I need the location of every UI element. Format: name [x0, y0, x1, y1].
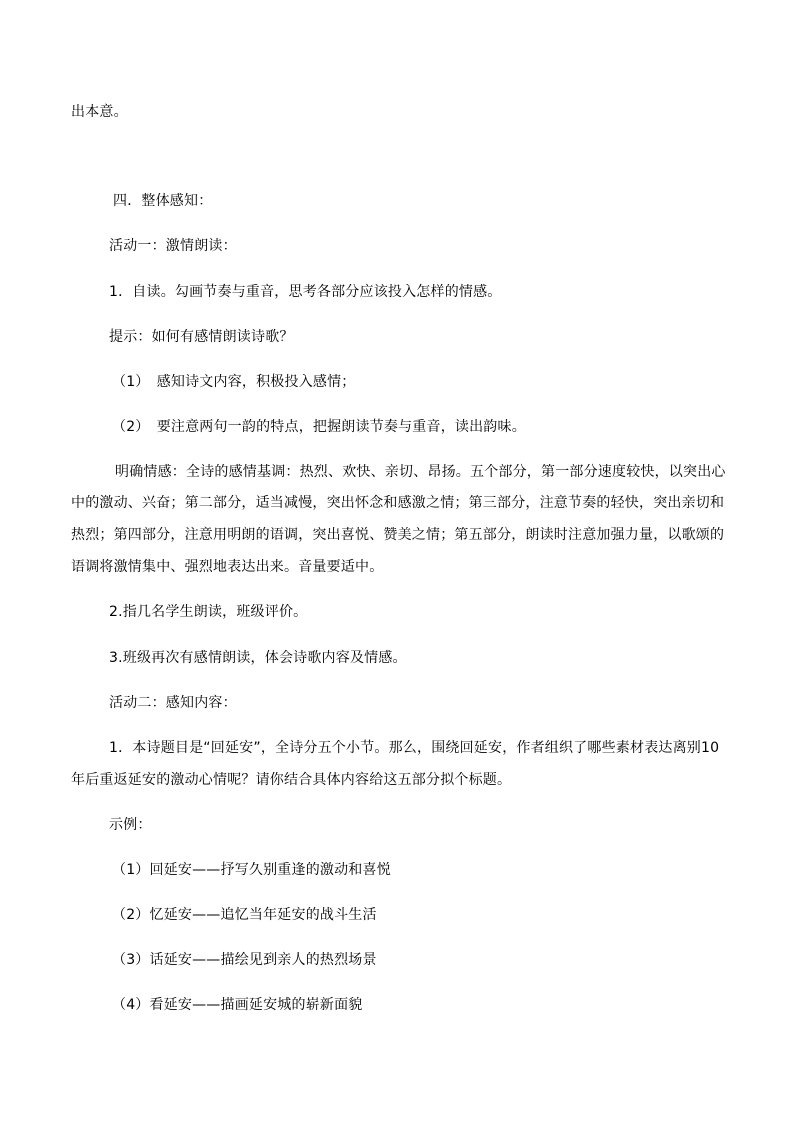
- list-item: （3）话延安——描绘见到亲人的热烈场景: [112, 952, 377, 968]
- list-item: （1）回延安——抒写久别重逢的激动和喜悦: [112, 862, 391, 878]
- activity-heading: 活动二：感知内容：: [109, 695, 237, 711]
- list-item: （1） 感知诗文内容，积极投入感情；: [112, 374, 356, 390]
- text-line: 2.指几名学生朗读，班级评价。: [109, 604, 308, 620]
- section-heading: 四．整体感知：: [113, 193, 213, 209]
- list-item: （2）忆延安——追忆当年延安的战斗生活: [112, 907, 377, 923]
- text-line: 提示：如何有感情朗读诗歌？: [109, 329, 294, 345]
- text-line: 示例：: [109, 817, 152, 833]
- text-line: 出本意。: [71, 104, 128, 120]
- paragraph-line: 1．本诗题目是“回延安”，全诗分五个小节。那么，围绕回延安，作者组织了哪些素材表达离别10: [109, 740, 720, 756]
- text-line: 3.班级再次有感情朗读，体会诗歌内容及情感。: [109, 650, 407, 666]
- list-item: （2） 要注意两句一韵的特点，把握朗读节奏与重音，读出韵味。: [112, 419, 526, 435]
- list-item: （4）看延安——描画延安城的崭新面貌: [112, 997, 363, 1013]
- activity-heading: 活动一：激情朗读：: [109, 238, 237, 254]
- paragraph-line: 年后重返延安的激动心情呢？请你结合具体内容给这五部分拟个标题。: [71, 772, 512, 788]
- paragraph-line: 中的激动、兴奋；第二部分，适当减慢，突出怀念和感激之情；第三部分，注意节奏的轻快，突出亲切和: [71, 495, 725, 511]
- paragraph-line: 语调将激情集中、强烈地表达出来。音量要适中。: [71, 559, 384, 575]
- paragraph-line: 热烈；第四部分，注意用明朗的语调，突出喜悦、赞美之情；第五部分，朗读时注意加强力量，以歌颂的: [71, 527, 725, 543]
- text-line: 1．自读。勾画节奏与重音，思考各部分应该投入怎样的情感。: [109, 284, 502, 300]
- paragraph-line: 明确情感：全诗的感情基调：热烈、欢快、亲切、昂扬。五个部分，第一部分速度较快，以突出心: [115, 464, 726, 480]
